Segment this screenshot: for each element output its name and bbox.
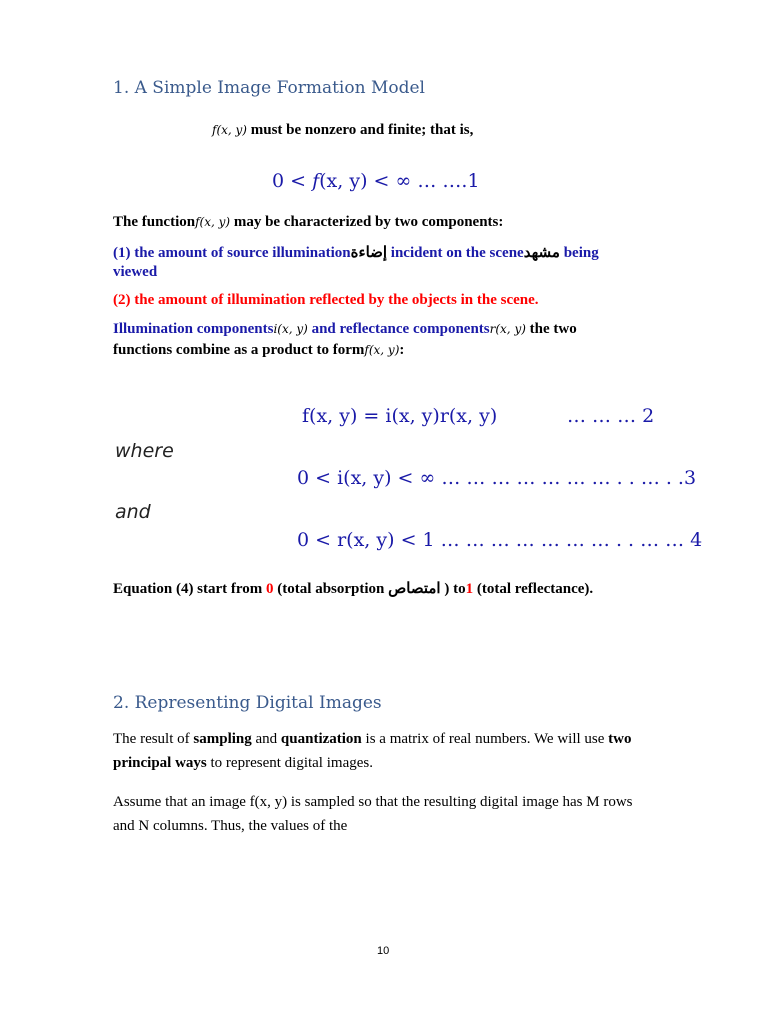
nonzero-text: must be nonzero and finite; that is, (246, 122, 474, 138)
p1-text-g: to represent digital images. (206, 755, 373, 771)
illum-text-e: : (399, 342, 405, 358)
inline-math-f: f(x, y) (195, 215, 231, 229)
section-2-heading: 2. Representing Digital Images (113, 693, 382, 713)
and-label: and (115, 501, 151, 523)
section-1-heading: 1. A Simple Image Formation Model (113, 78, 425, 98)
comp1-text-a: (1) the amount of source illumination (113, 245, 351, 261)
eq4-number: … … … … … … … . . … … 4 (434, 529, 703, 551)
p1-text-c: and (251, 731, 281, 747)
eqref-text-d: (total reflectance). (473, 581, 594, 597)
eq3-number: … … … … … … … . . … . .3 (435, 467, 697, 489)
p1-quantization: quantization (280, 731, 362, 747)
equation-4-explanation (113, 579, 593, 598)
assume-paragraph: Assume that an image f(x, y) is sampled so that the resulting digital image has M rows and N columns. Thus, the values of the (113, 794, 633, 834)
arabic-scene: مشهد (523, 245, 560, 261)
inline-math-r: r(x, y) (489, 322, 526, 336)
equation-3 (297, 467, 696, 489)
component-1-line2: viewed (113, 264, 158, 280)
nonzero-statement (212, 122, 473, 139)
equation-2: f(x, y) = i(x, y)r(x, y) (302, 405, 498, 427)
illum-text-b: and reflectance components (307, 321, 490, 337)
function-statement (113, 214, 503, 231)
arabic-illumination: إضاءة (350, 245, 388, 261)
sampling-paragraph (113, 727, 643, 775)
eq1-fn: f (312, 170, 320, 192)
p1-text-a: The result of (113, 731, 194, 747)
eqref-text-b: (total absorption (273, 581, 389, 597)
inline-math-f: f(x, y) (212, 123, 247, 137)
illumination-line2 (113, 342, 404, 359)
equation-4 (297, 529, 702, 551)
page-number: 10 (377, 945, 390, 957)
inline-math-i: i(x, y) (273, 322, 308, 336)
inline-math-f: f(x, y) (364, 343, 400, 357)
func-suffix: may be characterized by two components: (230, 214, 504, 230)
illumination-line1 (113, 321, 577, 338)
illum-text-d: functions combine as a product to form (113, 342, 365, 358)
eqref-text-a: Equation (4) start from (113, 581, 267, 597)
arabic-absorption: امتصاص (388, 581, 441, 597)
eq1-lhs: 0 < (272, 170, 313, 192)
p1-text-e: is a matrix of real numbers. We will use (361, 731, 609, 747)
func-prefix: The function (113, 214, 196, 230)
component-1-line1 (113, 243, 599, 262)
eqref-one: 1 (465, 581, 474, 597)
p1-two-ways: two principal ways (113, 731, 632, 771)
equation-1 (272, 170, 480, 192)
eq1-rhs: < ∞ … ….1 (367, 170, 480, 192)
eq4-body: 0 < r(x, y) < 1 (297, 529, 435, 551)
eqref-zero: 0 (266, 581, 274, 597)
eq3-body: 0 < i(x, y) < ∞ (297, 467, 436, 489)
illum-text-a: Illumination components (113, 321, 274, 337)
equation-2-number: … … … 2 (567, 405, 655, 427)
p1-sampling: sampling (193, 731, 252, 747)
where-label: where (115, 440, 174, 462)
comp1-text-b: incident on the scene (387, 245, 524, 261)
eq1-args: (x, y) (319, 170, 368, 192)
comp1-text-c: being (559, 245, 599, 261)
component-2: (2) the amount of illumination reflected by the objects in the scene. (113, 292, 539, 308)
illum-text-c: the two (525, 321, 577, 337)
eqref-text-c: ) to (440, 581, 466, 597)
